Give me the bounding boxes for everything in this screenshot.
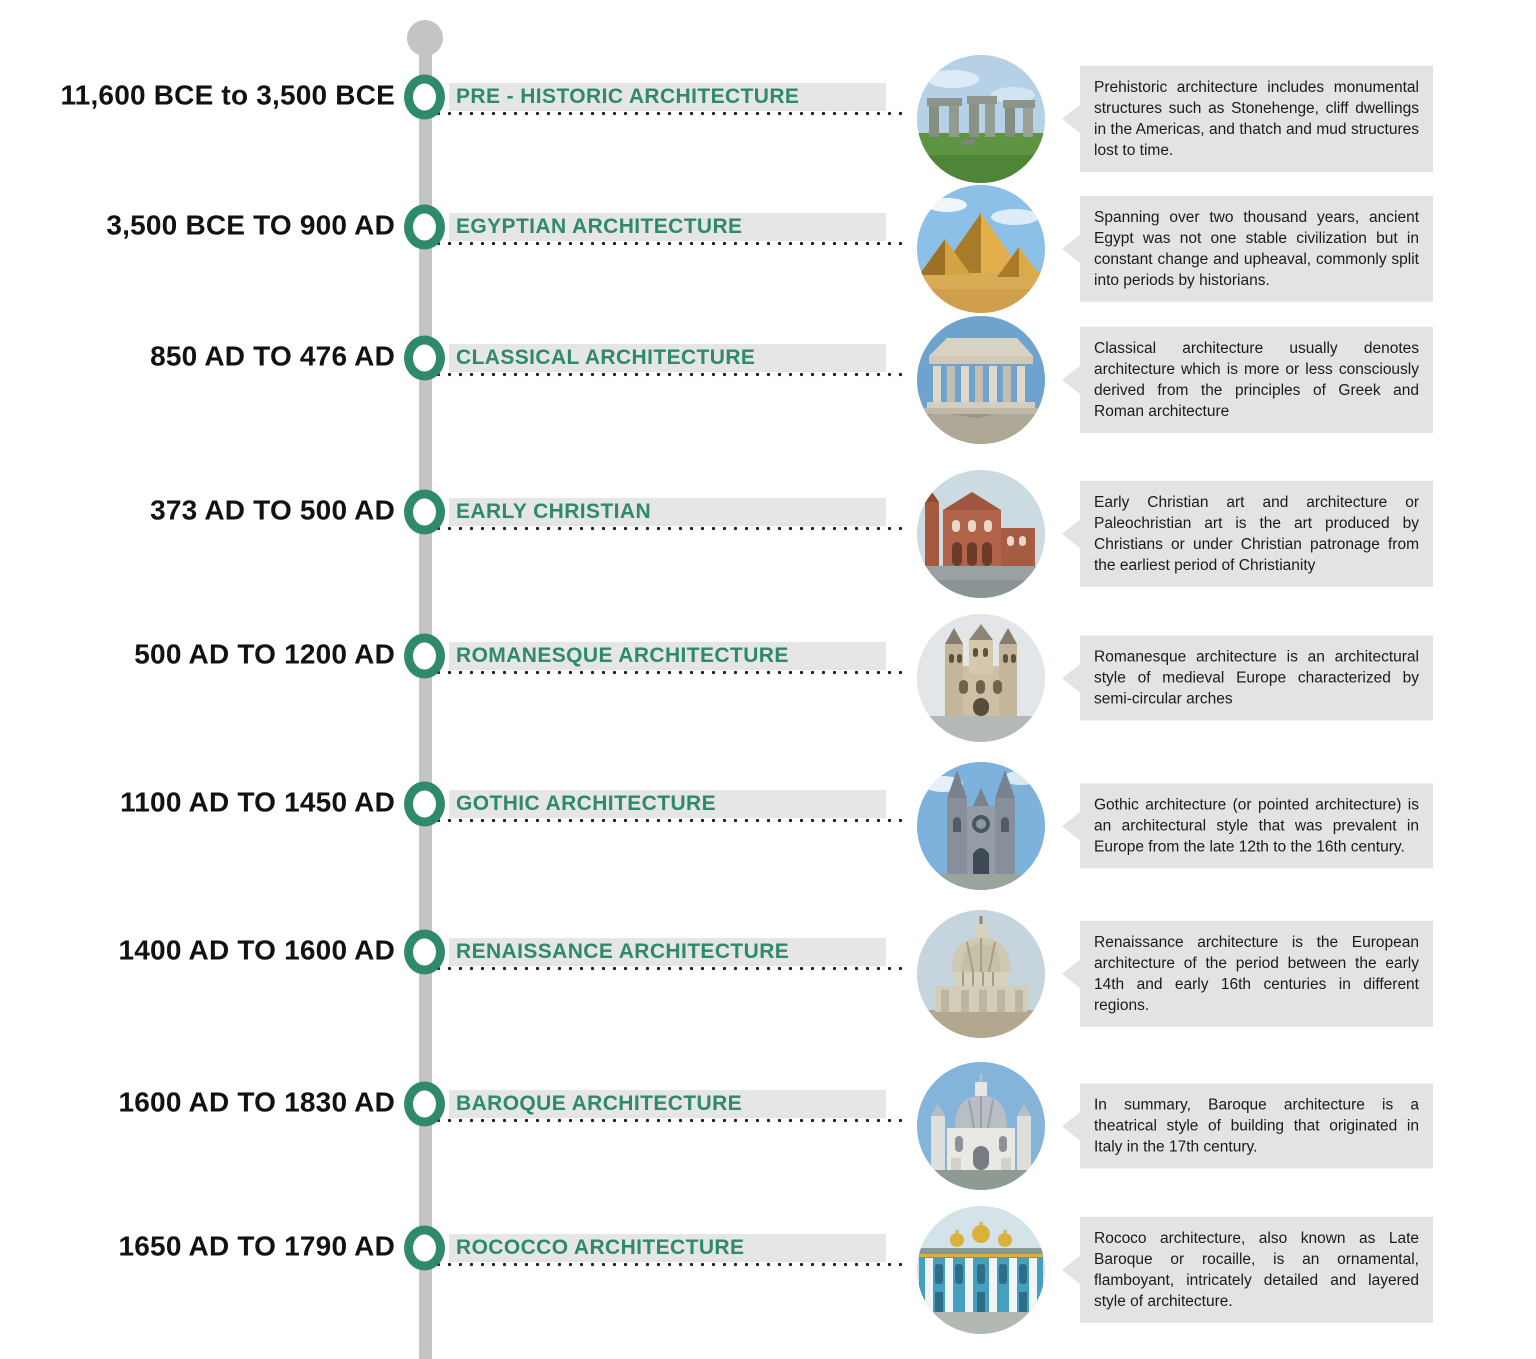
date-range: 1650 AD TO 1790 AD — [118, 1230, 395, 1262]
romanesque-church-illustration — [917, 614, 1045, 742]
era-title: GOTHIC ARCHITECTURE — [456, 792, 716, 815]
timeline-node-icon — [404, 782, 445, 827]
gothic-cathedral-illustration — [917, 762, 1045, 890]
dotted-leader-line — [433, 670, 903, 675]
era-title-bar — [449, 498, 886, 526]
timeline-node-icon — [404, 336, 445, 381]
era-title-bar — [449, 1090, 886, 1118]
description-bubble — [1080, 1217, 1433, 1323]
romanesque-church-photo — [917, 614, 1045, 742]
baroque-church-photo — [917, 1062, 1045, 1190]
era-title: BAROQUE ARCHITECTURE — [456, 1092, 743, 1115]
era-title-bar — [449, 1234, 886, 1262]
era-title-bar — [449, 213, 886, 241]
era-description: Early Christian art and architecture or Paleochristian art is the art produced by Christians or under Christian patronage from the earliest period of Christianity — [1094, 493, 1419, 575]
early-christian-basilica-illustration — [917, 470, 1045, 598]
timeline-node-icon — [404, 1226, 445, 1271]
dotted-leader-line — [433, 111, 903, 116]
era-title-bar — [449, 83, 886, 111]
timeline-node-icon — [404, 490, 445, 535]
dotted-leader-line — [433, 526, 903, 531]
dotted-leader-line — [433, 966, 903, 971]
era-description: Gothic architecture (or pointed architecture) is an architectural style that was prevalent in Europe from the late 12th to the 16th century. — [1094, 796, 1419, 856]
renaissance-dome-photo — [917, 910, 1045, 1038]
era-title-bar — [449, 642, 886, 670]
date-range: 1400 AD TO 1600 AD — [118, 934, 395, 966]
description-bubble — [1080, 196, 1433, 302]
era-title-bar — [449, 344, 886, 372]
era-title: ROCOCCO ARCHITECTURE — [456, 1236, 745, 1259]
timeline-node-icon — [404, 930, 445, 975]
timeline-node-icon — [404, 205, 445, 250]
era-title: CLASSICAL ARCHITECTURE — [456, 346, 756, 369]
era-description: Rococo architecture, also known as Late Baroque or rocaille, is an ornamental, flamboyant, intricately detailed and layered style of architecture. — [1094, 1229, 1419, 1311]
date-range: 1600 AD TO 1830 AD — [118, 1086, 395, 1118]
era-description: In summary, Baroque architecture is a theatrical style of building that originated in Italy in the 17th century. — [1094, 1096, 1419, 1156]
era-title-bar — [449, 938, 886, 966]
baroque-church-illustration — [917, 1062, 1045, 1190]
era-title: EARLY CHRISTIAN — [456, 500, 652, 523]
description-bubble — [1080, 921, 1433, 1027]
era-title: EGYPTIAN ARCHITECTURE — [456, 215, 743, 238]
description-bubble — [1080, 635, 1433, 720]
era-description: Spanning over two thousand years, ancient Egypt was not one stable civilization but in constant change and upheaval, commonly split into periods by historians. — [1094, 208, 1419, 290]
description-bubble — [1080, 1083, 1433, 1168]
date-range: 850 AD TO 476 AD — [150, 340, 395, 372]
era-title-bar — [449, 790, 886, 818]
pyramids-illustration — [917, 185, 1045, 313]
era-title: RENAISSANCE ARCHITECTURE — [456, 940, 790, 963]
basilica-photo — [917, 470, 1045, 598]
date-range: 500 AD TO 1200 AD — [134, 638, 395, 670]
stonehenge-illustration — [917, 55, 1045, 183]
dotted-leader-line — [433, 1262, 903, 1267]
gothic-cathedral-photo — [917, 762, 1045, 890]
dotted-leader-line — [433, 818, 903, 823]
era-description: Prehistoric architecture includes monumental structures such as Stonehenge, cliff dwellings in the Americas, and thatch and mud structures lost to time. — [1094, 78, 1419, 160]
era-title: ROMANESQUE ARCHITECTURE — [456, 644, 789, 667]
era-description: Renaissance architecture is the European architecture of the period between the early 14th and early 16th centuries in different regions. — [1094, 933, 1419, 1015]
renaissance-dome-illustration — [917, 910, 1045, 1038]
era-description: Classical architecture usually denotes architecture which is more or less consciously derived from the principles of Greek and Roman architecture — [1094, 339, 1419, 421]
parthenon-illustration — [917, 316, 1045, 444]
era-title: PRE - HISTORIC ARCHITECTURE — [456, 85, 800, 108]
description-bubble — [1080, 327, 1433, 433]
era-description: Romanesque architecture is an architectural style of medieval Europe characterized by semi-circular arches — [1094, 648, 1419, 708]
description-bubble — [1080, 481, 1433, 587]
rococo-palace-photo — [917, 1206, 1045, 1334]
pyramids-photo — [917, 185, 1045, 313]
description-bubble — [1080, 66, 1433, 172]
dotted-leader-line — [433, 241, 903, 246]
date-range: 1100 AD TO 1450 AD — [120, 786, 395, 818]
rococo-palace-illustration — [917, 1206, 1045, 1334]
dotted-leader-line — [433, 1118, 903, 1123]
date-range: 3,500 BCE TO 900 AD — [106, 209, 395, 241]
stonehenge-photo — [917, 55, 1045, 183]
timeline-node-icon — [404, 634, 445, 679]
parthenon-photo — [917, 316, 1045, 444]
dotted-leader-line — [433, 372, 903, 377]
date-range: 11,600 BCE to 3,500 BCE — [60, 79, 395, 111]
timeline-node-icon — [404, 1082, 445, 1127]
description-bubble — [1080, 783, 1433, 868]
timeline-node-icon — [404, 75, 445, 120]
date-range: 373 AD TO 500 AD — [150, 494, 395, 526]
